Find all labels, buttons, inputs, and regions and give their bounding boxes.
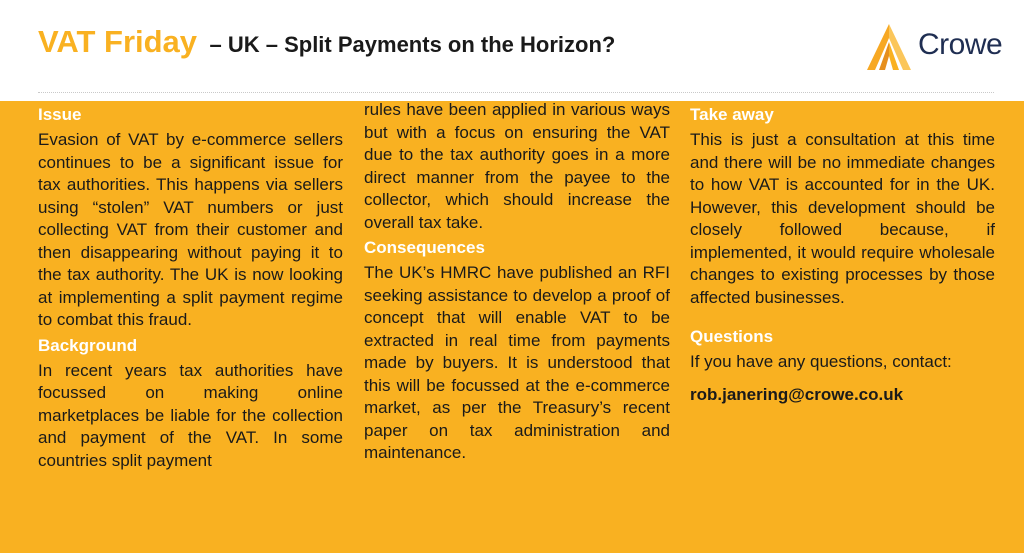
column-right: [690, 101, 995, 406]
crowe-logo: [862, 20, 1012, 74]
background-body-part2: rules have been applied in various ways but with a focus on ensuring the VAT due to the tax authority goes in a more direct manner from the payee to the collector, which should increase the overall tax take.: [364, 100, 670, 232]
contact-email-link[interactable]: rob.janering@crowe.co.uk: [690, 384, 904, 404]
heading-questions: Questions: [690, 327, 774, 346]
logo-wordmark: Crowe: [918, 28, 1003, 61]
column-middle: [364, 99, 670, 465]
heading-consequences: Consequences: [364, 238, 485, 257]
page-title: [38, 26, 615, 57]
content-panel: [0, 101, 1024, 553]
background-body-part1: In recent years tax authorities have focussed on making online marketplaces be liable for the collection and payment of the VAT. In some countries split payment: [38, 360, 343, 470]
questions-body: If you have any questions, contact:: [690, 352, 952, 371]
title-main: VAT Friday: [38, 24, 198, 59]
title-subtitle: – UK – Split Payments on the Horizon?: [209, 32, 616, 57]
heading-takeaway: Take away: [690, 105, 774, 124]
heading-background: Background: [38, 335, 138, 355]
column-left: [38, 101, 343, 472]
header: [0, 0, 1024, 95]
issue-body: Evasion of VAT by e-commerce sellers continues to be a significant issue for tax authorities. This happens via sellers using “stolen” VAT numbers or just collecting VAT from their customer and then disappearing without paying it to the tax authority. The UK is now looking at implementing a split payment regime to combat this fraud.: [38, 130, 343, 329]
header-divider: [38, 92, 994, 93]
heading-issue: Issue: [38, 105, 82, 124]
consequences-body: The UK’s HMRC have published an RFI seeking assistance to develop a proof of concept that will enable VAT to be extracted in real time from payments made by buyers. It is understood that this will be focussed at the e-commerce market, as per the Treasury’s recent paper on tax administration and maintenance.: [364, 263, 670, 462]
crowe-chevron-logo-icon: [862, 20, 916, 74]
takeaway-body: This is just a consultation at this time and there will be no immediate changes to how VAT is accounted for in the UK. However, this development should be closely followed because, if implemented, it would require wholesale changes to existing processes by those affected businesses.: [690, 130, 995, 307]
